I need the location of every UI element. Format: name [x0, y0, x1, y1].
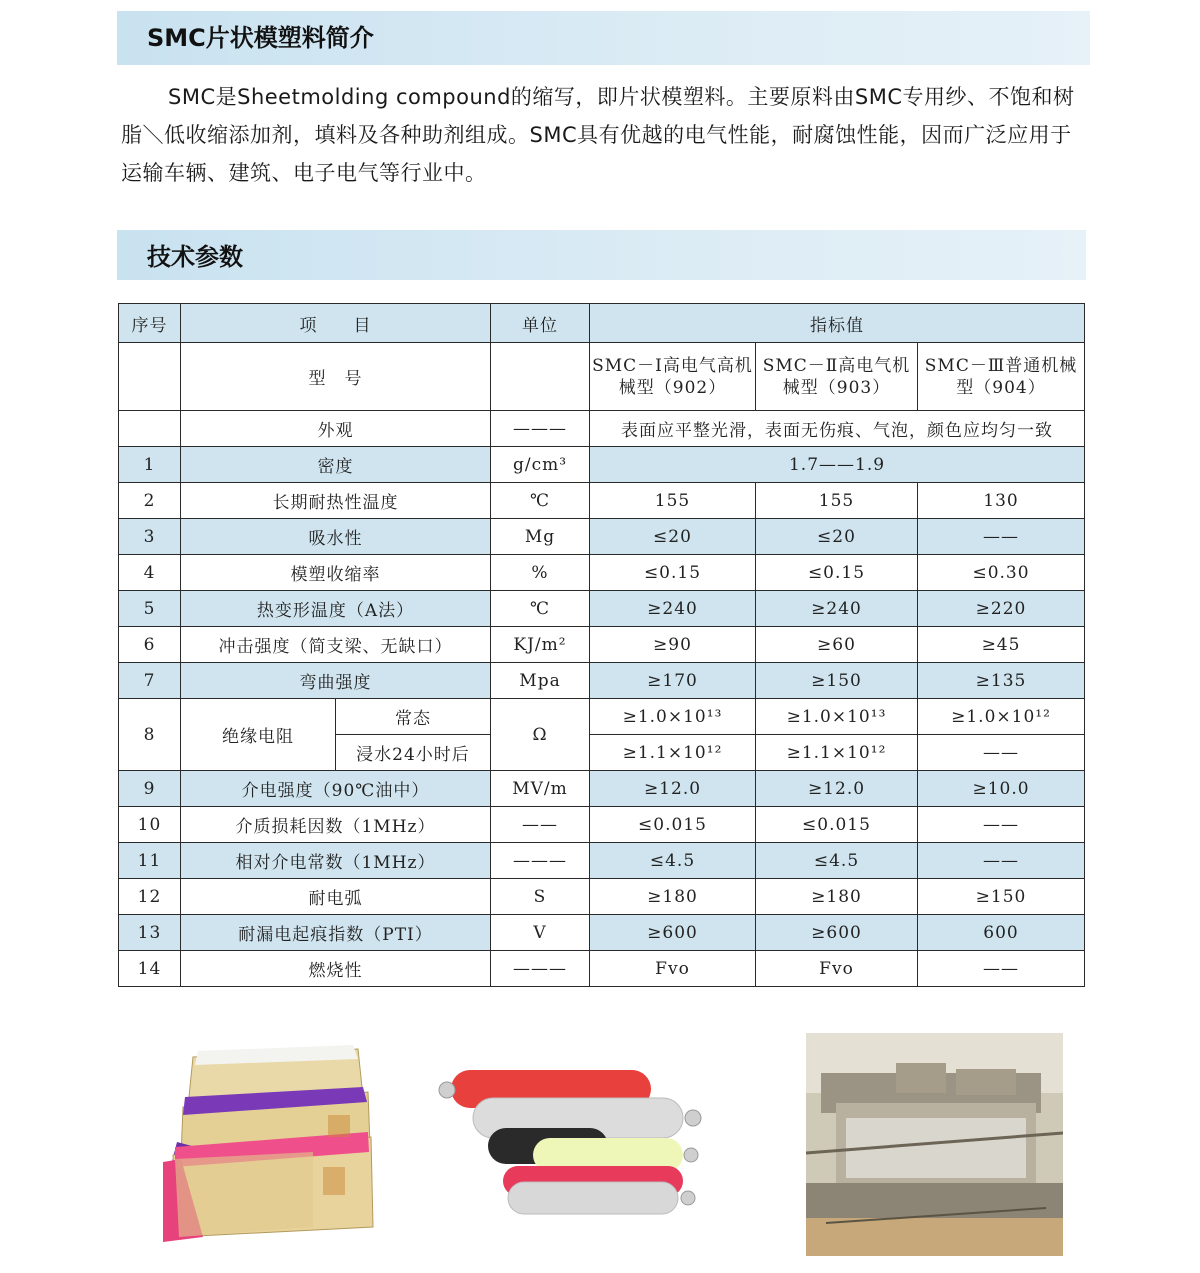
row-no: 7	[119, 663, 181, 699]
table-row	[119, 483, 1085, 519]
section-header-specs	[117, 230, 1086, 280]
row-v1: ≥1.1×10¹²	[590, 735, 756, 771]
row-item: 耐漏电起痕指数（PTI）	[181, 915, 491, 951]
row-v2: ≥180	[756, 879, 918, 915]
header-no: 序号	[119, 304, 181, 343]
row-v1: ≥12.0	[590, 771, 756, 807]
row-v3: ——	[918, 843, 1085, 879]
table-row	[119, 771, 1085, 807]
table-row	[119, 951, 1085, 987]
row-no: 9	[119, 771, 181, 807]
row-unit: ———	[491, 411, 590, 447]
table-row	[119, 915, 1085, 951]
row-item: 模塑收缩率	[181, 555, 491, 591]
row-v3: ≥45	[918, 627, 1085, 663]
row-v3: ≥220	[918, 591, 1085, 627]
row-v2: ≥1.0×10¹³	[756, 699, 918, 735]
row-v1: ≥180	[590, 879, 756, 915]
row-item: 冲击强度（简支梁、无缺口）	[181, 627, 491, 663]
row-item: 介电强度（90℃油中）	[181, 771, 491, 807]
table-header-row	[119, 304, 1085, 343]
row-unit: V	[491, 915, 590, 951]
table-row	[119, 627, 1085, 663]
row-v2: ≥60	[756, 627, 918, 663]
table-row	[119, 879, 1085, 915]
model-label: 型 号	[181, 343, 491, 411]
row-no: 1	[119, 447, 181, 483]
table-row	[119, 843, 1085, 879]
row-v2: ≤20	[756, 519, 918, 555]
table-row	[119, 663, 1085, 699]
row-v2: ≥12.0	[756, 771, 918, 807]
row-no: 12	[119, 879, 181, 915]
row-unit: MV/m	[491, 771, 590, 807]
row-no: 11	[119, 843, 181, 879]
row-item: 相对介电常数（1MHz）	[181, 843, 491, 879]
row-unit: Mg	[491, 519, 590, 555]
model-2: SMC－Ⅱ高电气机械型（903）	[756, 343, 918, 411]
row-v1: 155	[590, 483, 756, 519]
row-v2: ≥600	[756, 915, 918, 951]
row-item: 介质损耗因数（1MHz）	[181, 807, 491, 843]
row-unit: S	[491, 879, 590, 915]
row-no: 4	[119, 555, 181, 591]
row-v1: ≤0.015	[590, 807, 756, 843]
row-v3: ——	[918, 519, 1085, 555]
row-item: 密度	[181, 447, 491, 483]
row-v2: ≥1.1×10¹²	[756, 735, 918, 771]
row-no: 14	[119, 951, 181, 987]
row-unit: %	[491, 555, 590, 591]
row-unit: ———	[491, 843, 590, 879]
row-value: 表面应平整光滑，表面无伤痕、气泡，颜色应均匀一致	[590, 411, 1085, 447]
row-v3: ≥10.0	[918, 771, 1085, 807]
model-3: SMC－Ⅲ普通机械型（904）	[918, 343, 1085, 411]
row-v1: ≤4.5	[590, 843, 756, 879]
row-v3: ≥1.0×10¹²	[918, 699, 1085, 735]
smc-rolls-photo	[433, 1060, 738, 1225]
row-v2: ≤0.015	[756, 807, 918, 843]
row-no: 10	[119, 807, 181, 843]
row-value: 1.7——1.9	[590, 447, 1085, 483]
row-v2: ≥240	[756, 591, 918, 627]
row-item: 外观	[181, 411, 491, 447]
table-row	[119, 519, 1085, 555]
table-row	[119, 591, 1085, 627]
row-unit: ———	[491, 951, 590, 987]
row-v2: 155	[756, 483, 918, 519]
row-item: 吸水性	[181, 519, 491, 555]
header-item: 项 目	[181, 304, 491, 343]
section-title: SMC片状模塑料简介	[147, 24, 374, 52]
row-unit: g/cm³	[491, 447, 590, 483]
table-row	[119, 699, 1085, 735]
spec-table	[118, 303, 1085, 987]
row-v1: ≥90	[590, 627, 756, 663]
row-no: 2	[119, 483, 181, 519]
row-v1: ≥170	[590, 663, 756, 699]
intro-paragraph: SMC是Sheetmolding compound的缩写，即片状模塑料。主要原料由SMC专用纱、不饱和树脂＼低收缩添加剂，填料及各种助剂组成。SMC具有优越的电气性能，耐腐蚀性能，因而广泛应用于运输车辆、建筑、电子电气等行业中。	[121, 85, 1075, 185]
row-v1: ≤20	[590, 519, 756, 555]
row-unit: Mpa	[491, 663, 590, 699]
row-v1: Fvo	[590, 951, 756, 987]
row-v1: ≤0.15	[590, 555, 756, 591]
model-row	[119, 343, 1085, 411]
table-row	[119, 807, 1085, 843]
smc-production-machine-photo	[806, 1033, 1063, 1256]
table-row	[119, 555, 1085, 591]
header-value: 指标值	[590, 304, 1085, 343]
row-v1: ≥240	[590, 591, 756, 627]
row-v3: 130	[918, 483, 1085, 519]
row-unit: Ω	[491, 699, 590, 771]
row-item: 绝缘电阻	[181, 699, 336, 771]
row-no: 6	[119, 627, 181, 663]
row-v2: ≥150	[756, 663, 918, 699]
row-unit: ℃	[491, 591, 590, 627]
row-item: 耐电弧	[181, 879, 491, 915]
row-no: 3	[119, 519, 181, 555]
row-item: 弯曲强度	[181, 663, 491, 699]
model-1: SMC－Ⅰ高电气高机械型（902）	[590, 343, 756, 411]
section-header-intro	[117, 11, 1090, 65]
row-v3: ——	[918, 951, 1085, 987]
row-unit: ——	[491, 807, 590, 843]
intro-block	[121, 78, 1089, 192]
row-subitem: 常态	[336, 699, 491, 735]
appearance-row	[119, 411, 1085, 447]
row-v1: ≥600	[590, 915, 756, 951]
row-v2: ≤0.15	[756, 555, 918, 591]
row-v3: ——	[918, 735, 1085, 771]
row-item: 长期耐热性温度	[181, 483, 491, 519]
row-v3: ≤0.30	[918, 555, 1085, 591]
row-v3: ——	[918, 807, 1085, 843]
row-unit: ℃	[491, 483, 590, 519]
row-item: 热变形温度（A法）	[181, 591, 491, 627]
row-item: 燃烧性	[181, 951, 491, 987]
row-unit: KJ/m²	[491, 627, 590, 663]
row-v3: 600	[918, 915, 1085, 951]
table-row	[119, 447, 1085, 483]
row-v3: ≥135	[918, 663, 1085, 699]
smc-sheet-boxes-photo	[163, 1037, 377, 1242]
row-no: 8	[119, 699, 181, 771]
row-no: 5	[119, 591, 181, 627]
row-v2: ≤4.5	[756, 843, 918, 879]
row-subitem: 浸水24小时后	[336, 735, 491, 771]
section-title: 技术参数	[147, 243, 243, 271]
row-v2: Fvo	[756, 951, 918, 987]
row-no: 13	[119, 915, 181, 951]
row-v3: ≥150	[918, 879, 1085, 915]
row-v1: ≥1.0×10¹³	[590, 699, 756, 735]
header-unit: 单位	[491, 304, 590, 343]
